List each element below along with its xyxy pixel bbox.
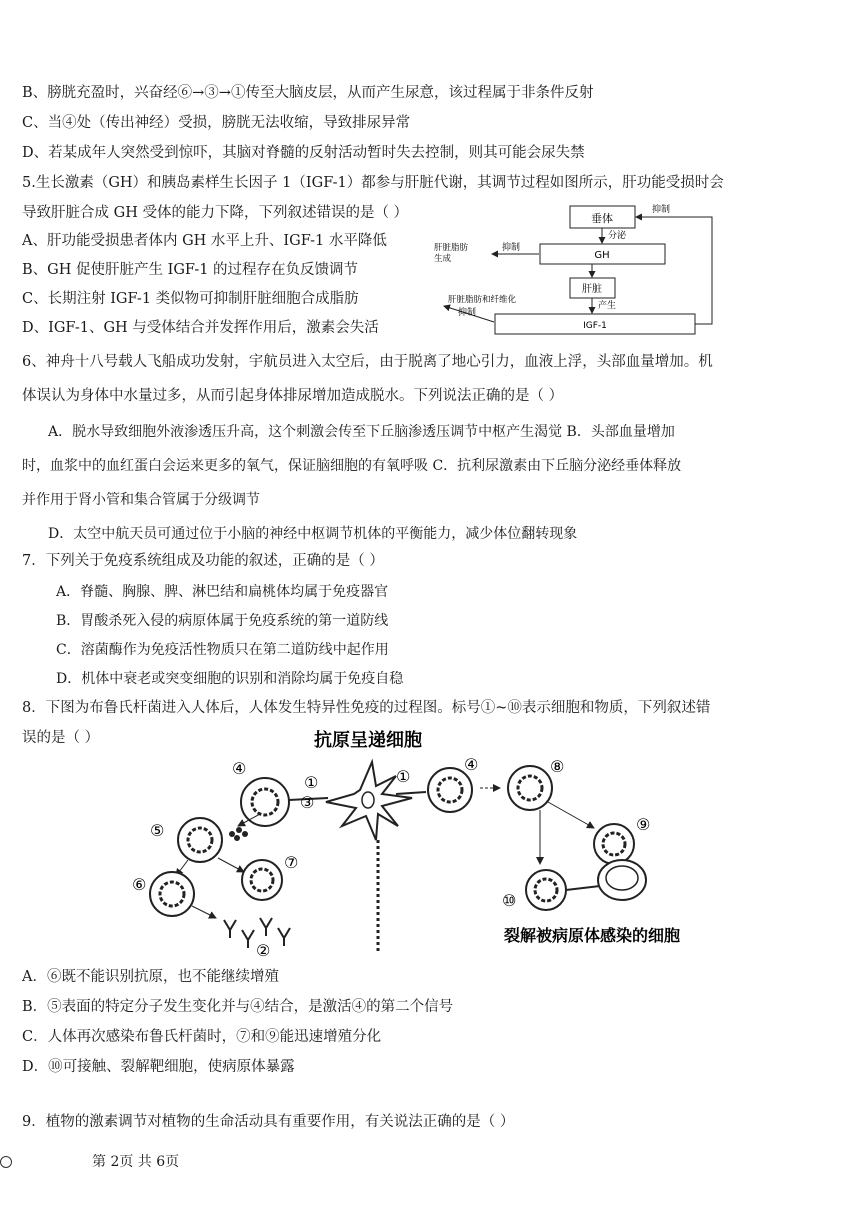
antigen-dot-3: [242, 831, 248, 837]
q7-option-a: A．脊髓、胸腺、脾、淋巴结和扁桃体均属于免疫器官: [56, 584, 389, 600]
mark-4-right: ④: [464, 755, 479, 774]
pituitary-label: 垂体: [591, 212, 613, 225]
mark-1-right: ①: [396, 767, 411, 786]
fig-title: 抗原呈递细胞: [314, 730, 422, 751]
q4-option-c: C、当④处（传出神经）受损，膀胱无法收缩，导致排尿异常: [22, 115, 411, 131]
mark-2: ②: [256, 941, 271, 960]
igf1-label: IGF-1: [583, 321, 607, 331]
q8-immune-figure: [120, 722, 720, 962]
q8-stem-line2: 误的是（ ）: [22, 730, 100, 746]
q8-option-b: B．⑤表面的特定分子发生变化并与④结合，是激活④的第二个信号: [22, 999, 454, 1015]
arrow-8-to-9: [548, 802, 594, 828]
label-inhibit-right: 抑制: [652, 205, 671, 215]
mark-5: ⑤: [150, 821, 165, 840]
cell-10-nucleus: [535, 879, 557, 901]
label-secrete: 分泌: [608, 231, 627, 241]
q6-line2: 体误认为身体中水量过多，从而引起身体排尿增加造成脱水。下列说法正确的是（ ）: [22, 388, 564, 404]
mark-3: ③: [300, 793, 315, 812]
liver-label: 肝脏: [582, 284, 602, 295]
q6-line4: 时，血浆中的血红蛋白会运来更多的氧气，保证脑细胞的有氧呼吸 C．抗利尿激素由下丘脑分泌经垂体释放: [22, 458, 682, 474]
label-liver-fat: 肝脏脂肪: [434, 243, 469, 253]
mark-4-left: ④: [232, 759, 247, 778]
cell-7-nucleus: [251, 869, 273, 891]
mark-8: ⑧: [550, 757, 565, 776]
antigen-dot-4: [234, 835, 240, 841]
q9-stem: 9．植物的激素调节对植物的生命活动具有重要作用，有关说法正确的是（ ）: [22, 1114, 515, 1130]
q7-stem: 7．下列关于免疫系统组成及功能的叙述，正确的是（ ）: [22, 553, 384, 569]
page-footer: 第 2页 共 6页: [92, 1154, 180, 1170]
q4-option-d: D、若某成年人突然受到惊吓，其脑对脊髓的反射活动暂时失去控制，则其可能会尿失禁: [22, 145, 585, 161]
arrow-5-to-7: [218, 858, 244, 872]
q5-option-d: D、IGF-1、GH 与受体结合并发挥作用后，激素会失活: [22, 320, 379, 336]
cell-8-nucleus: [518, 776, 542, 800]
q4-option-b: B、膀胱充盈时，兴奋经⑥→③→①传至大脑皮层，从而产生尿意，该过程属于非条件反射: [22, 85, 594, 101]
q8-stem-line1: 8．下图为布鲁氏杆菌进入人体后，人体发生特异性免疫的过程图。标号①~⑩表示细胞和物质，下列叙述错: [22, 700, 711, 716]
q8-option-a: A．⑥既不能识别抗原，也不能继续增殖: [22, 969, 279, 985]
q7-option-c: C．溶菌酶作为免疫活性物质只在第二道防线中起作用: [56, 642, 389, 658]
q5-stem-line1: 5.生长激素（GH）和胰岛素样生长因子 1（IGF-1）都参与肝脏代谢，其调节过程如图所示，肝功能受损时会: [22, 175, 724, 191]
label-liver-fat-2: 生成: [434, 254, 452, 264]
q6-line6: D．太空中航天员可通过位于小脑的神经中枢调节机体的平衡能力，减少体位翻转现象: [48, 526, 578, 542]
mark-10: ⑩: [502, 891, 517, 910]
q8-option-c: C．人体再次感染布鲁氏杆菌时，⑦和⑨能迅速增殖分化: [22, 1029, 382, 1045]
antibody-3: [260, 918, 272, 936]
label-liver-fibrosis: 肝脏脂肪和纤维化: [448, 295, 517, 305]
antigen-dot-1: [229, 831, 235, 837]
cell-9-nucleus: [603, 833, 625, 855]
q7-option-d: D．机体中衰老或突变细胞的识别和消除均属于免疫自稳: [56, 671, 404, 687]
bond-right: [396, 792, 426, 794]
cell-5-nucleus: [188, 828, 212, 852]
mark-7: ⑦: [284, 853, 299, 872]
q5-regulation-diagram: [420, 198, 730, 340]
antibody-4: [278, 928, 290, 946]
q5-option-a: A、肝功能受损患者体内 GH 水平上升、IGF-1 水平降低: [22, 233, 387, 249]
cell-4-right-nucleus: [438, 778, 462, 802]
q8-option-d: D．⑩可接触、裂解靶细胞，使病原体暴露: [22, 1059, 295, 1075]
label-inhibit-bottom: 抑制: [458, 308, 477, 318]
antibody-2: [242, 930, 254, 948]
q5-option-c: C、长期注射 IGF-1 类似物可抑制肝脏细胞合成脂肪: [22, 291, 359, 307]
antibody-1: [224, 920, 236, 938]
cell-6-nucleus: [160, 882, 184, 906]
binding-hole-icon: [0, 1156, 12, 1168]
arrow-feedback: [636, 217, 712, 324]
q6-line1: 6、神舟十八号载人飞船成功发射，宇航员进入太空后，由于脱离了地心引力，血液上浮，头部血量增加。机: [22, 354, 713, 370]
q6-line5: 并作用于肾小管和集合管属于分级调节: [22, 492, 260, 508]
mark-1-left: ①: [304, 773, 319, 792]
q5-option-b: B、GH 促使肝脏产生 IGF-1 的过程存在负反馈调节: [22, 262, 359, 278]
mark-9: ⑨: [636, 815, 651, 834]
q7-option-b: B．胃酸杀死入侵的病原体属于免疫系统的第一道防线: [56, 613, 389, 629]
gh-label: GH: [594, 250, 610, 261]
cell-4-left-nucleus: [252, 789, 278, 815]
fig-caption: 裂解被病原体感染的细胞: [503, 926, 681, 945]
q5-stem-line2: 导致肝脏合成 GH 受体的能力下降，下列叙述错误的是（ ）: [22, 205, 409, 221]
label-produce: 产生: [598, 301, 617, 311]
bond-10-target: [566, 886, 600, 890]
antigen-dot-2: [236, 827, 242, 833]
q6-line3: A．脱水导致细胞外液渗透压升高，这个刺激会传至下丘脑渗透压调节中枢产生渴觉 B．头部血量增加: [48, 424, 675, 440]
label-inhibit-left: 抑制: [502, 243, 521, 253]
arrow-6-to-2: [192, 906, 216, 918]
mark-6: ⑥: [132, 875, 147, 894]
